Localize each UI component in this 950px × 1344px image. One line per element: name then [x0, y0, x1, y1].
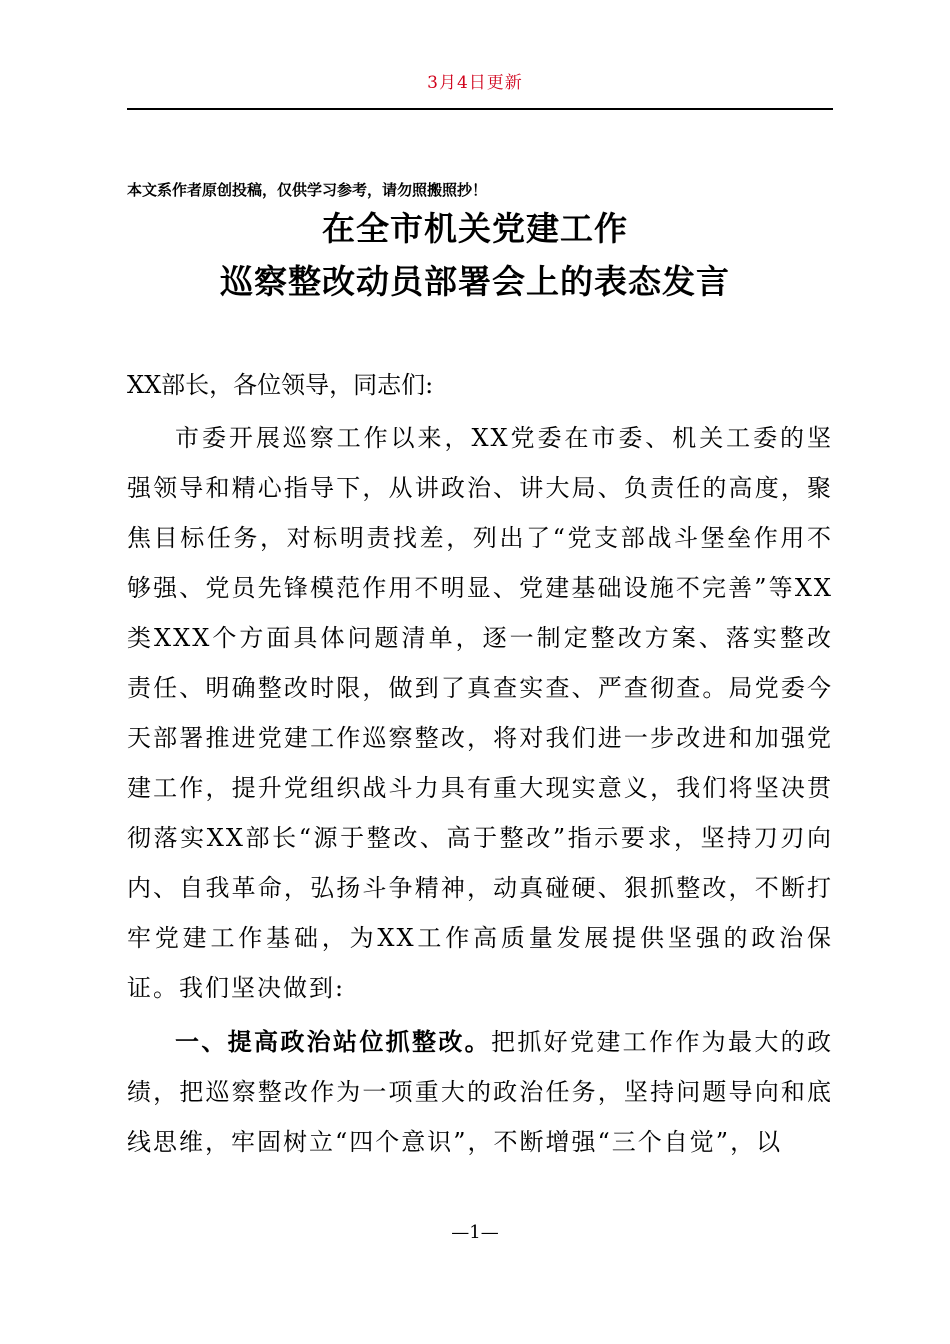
document-title-line-1: 在全市机关党建工作 — [322, 209, 628, 248]
document-body — [127, 360, 833, 1167]
paragraph-text: 市委开展巡察工作以来，XX党委在市委、机关工委的坚强领导和精心指导下，从讲政治、讲大局、负责任的高度，聚焦目标任务，对标明责找差，列出了“党支部战斗堡垒作用不够强、党员先锋模范作用不明显、党建基础设施不完善”等XX类XXX个方面具体问题清单，逐一制定整改方案、落实整改责任、明确整改时限，做到了真查实查、严查彻查。局党委今天部署推进党建工作巡察整改，将对我们进一步改进和加强党建工作，提升党组织战斗力具有重大现实意义，我们将坚决贯彻落实XX部长“源于整改、高于整改”指示要求，坚持刀刃向内、自我革命，弘扬斗争精神，动真碰硬、狠抓整改，不断打牢党建工作基础，为XX工作高质量发展提供坚强的政治保证。我们坚决做到: — [127, 424, 833, 1002]
document-title-line-2: 巡察整改动员部署会上的表态发言 — [220, 262, 730, 301]
section-heading: 一、提高政治站位抓整改。 — [175, 1027, 491, 1056]
copyright-notice: 本文系作者原创投稿，仅供学习参考，请勿照搬照抄！ — [127, 181, 488, 199]
header-divider — [127, 108, 833, 110]
greeting: XX部长，各位领导，同志们: — [127, 371, 434, 399]
page-number: —1— — [451, 1222, 499, 1243]
body-paragraph-1 — [127, 413, 833, 1013]
update-date-note: 3月4日更新 — [427, 73, 523, 93]
body-paragraph-2 — [127, 1017, 833, 1167]
paragraph-text: 把抓好党建工作作为最大的政绩，把巡察整改作为一项重大的政治任务，坚持问题导向和底线思维，牢固树立“四个意识”，不断增强“三个自觉”，以 — [127, 1028, 833, 1156]
